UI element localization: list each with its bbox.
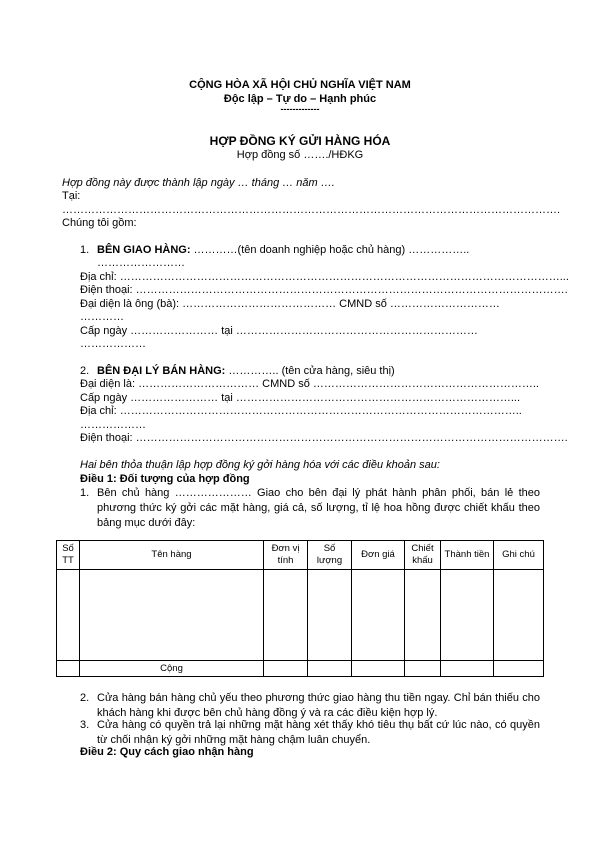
table-cell[interactable] (57, 570, 80, 661)
party-a-label-rest: …………(tên doanh nghiệp hoặc chủ hàng) …………….. (190, 244, 470, 256)
clause-3-number: 3. (80, 719, 90, 731)
contract-number: Hợp đồng số ……./HĐKG (236, 149, 364, 161)
party-a-issued-cont: ……………… (80, 338, 146, 350)
col-header-unit: Đơn vị tính (264, 541, 308, 570)
table-row (57, 570, 544, 661)
party-b-address-cont: ……………… (80, 419, 146, 431)
table-cell[interactable] (494, 570, 544, 661)
goods-table (56, 540, 544, 677)
table-cell[interactable] (441, 570, 494, 661)
col-header-quantity: Số lượng (308, 541, 352, 570)
col-header-no: Số TT (57, 541, 80, 570)
party-a-representative: Đại diện là ông (bà): …………………………………… CMND số ………………………… (80, 298, 500, 310)
table-cell[interactable] (308, 570, 352, 661)
header-separator: ------------- (280, 104, 320, 114)
party-b-label-rest: ………….. (tên cửa hàng, siêu thị) (225, 365, 395, 377)
party-b-address: Địa chỉ: ……………………………………………………………………………………………….. (80, 405, 522, 417)
clause-2-number: 2. (80, 692, 90, 704)
clause-1-text: Bên chủ hàng ………………… Giao cho bên đại lý phát hành phân phối, bán lẻ theo phương thức ký gởi các mặt hàng, giá cả, số lượng, tỉ lệ hoa hồng được chiết khấu theo bảng mục dưới đây: (97, 487, 540, 529)
party-b-issued: Cấp ngày …………………… tại …………………………………………………………………... (80, 392, 521, 404)
document-title: HỢP ĐỒNG KÝ GỬI HÀNG HÓA (209, 134, 391, 148)
agreement-statement: Hai bên thỏa thuận lập hợp đồng ký gởi hàng hóa với các điều khoản sau: (80, 459, 440, 471)
party-a-issued: Cấp ngày …………………… tại ………………………………………………………… (80, 325, 478, 337)
party-a-label-cont: …………………… (97, 257, 185, 269)
table-cell (352, 661, 405, 677)
party-a-label: BÊN GIAO HÀNG: (97, 244, 191, 256)
table-cell (57, 661, 80, 677)
col-header-note: Ghi chú (494, 541, 544, 570)
col-header-price: Đơn giá (352, 541, 405, 570)
location-fill-line: ………………………………………………………………………………………………………………………. (62, 204, 561, 216)
table-cell[interactable] (264, 570, 308, 661)
party-b-number: 2. (80, 365, 90, 377)
parties-intro: Chúng tôi gồm: (62, 217, 137, 229)
total-label: Cộng (80, 661, 264, 677)
table-cell (494, 661, 544, 677)
table-cell[interactable] (405, 570, 441, 661)
party-a-address: Địa chỉ: …………………………………………………………………………………………………………... (80, 271, 569, 283)
party-b-representative: Đại diện là: …………………………… CMND số …………………………………………………….. (80, 378, 539, 390)
article-2-title: Điều 2: Quy cách giao nhận hàng (80, 746, 254, 758)
clause-2-text: Cửa hàng bán hàng chủ yếu theo phương thức giao hàng thu tiền ngay. Chỉ bán thiếu cho khách hàng khi được bên chủ hàng đồng ý và ra các điều kiện hợp lý. (97, 692, 540, 719)
party-b-phone: Điện thoại: ………………………………………………………………………………………………………. (80, 432, 568, 444)
motto: Độc lập – Tự do – Hạnh phúc (223, 93, 377, 105)
col-header-name: Tên hàng (80, 541, 264, 570)
table-cell (308, 661, 352, 677)
nation-header: CỘNG HÒA XÃ HỘI CHỦ NGHĨA VIỆT NAM (189, 79, 411, 91)
location-label: Tại: (62, 190, 81, 202)
established-line: Hợp đồng này được thành lập ngày … tháng … năm …. (62, 177, 335, 189)
party-b-label: BÊN ĐẠI LÝ BÁN HÀNG: (97, 365, 226, 377)
party-a-phone: Điện thoại: ………………………………………………………………………………………………………. (80, 284, 568, 296)
clause-3-text: Cửa hàng có quyền trả lại những mặt hàng xét thấy khó tiêu thụ bất cứ lúc nào, có quyền từ chối nhận ký gởi những mặt hàng chậm luân chuyển. (97, 719, 540, 746)
table-total-row (57, 661, 544, 677)
table-cell (264, 661, 308, 677)
party-a-number: 1. (80, 244, 90, 256)
table-header-row (57, 541, 544, 570)
table-cell[interactable] (352, 570, 405, 661)
table-cell (405, 661, 441, 677)
col-header-amount: Thành tiền (441, 541, 494, 570)
col-header-discount: Chiết khấu (405, 541, 441, 570)
table-cell[interactable] (80, 570, 264, 661)
clause-1-number: 1. (80, 487, 90, 499)
party-a-representative-cont: ………… (80, 311, 124, 323)
table-cell (441, 661, 494, 677)
article-1-title: Điều 1: Đối tượng của hợp đồng (80, 473, 250, 485)
